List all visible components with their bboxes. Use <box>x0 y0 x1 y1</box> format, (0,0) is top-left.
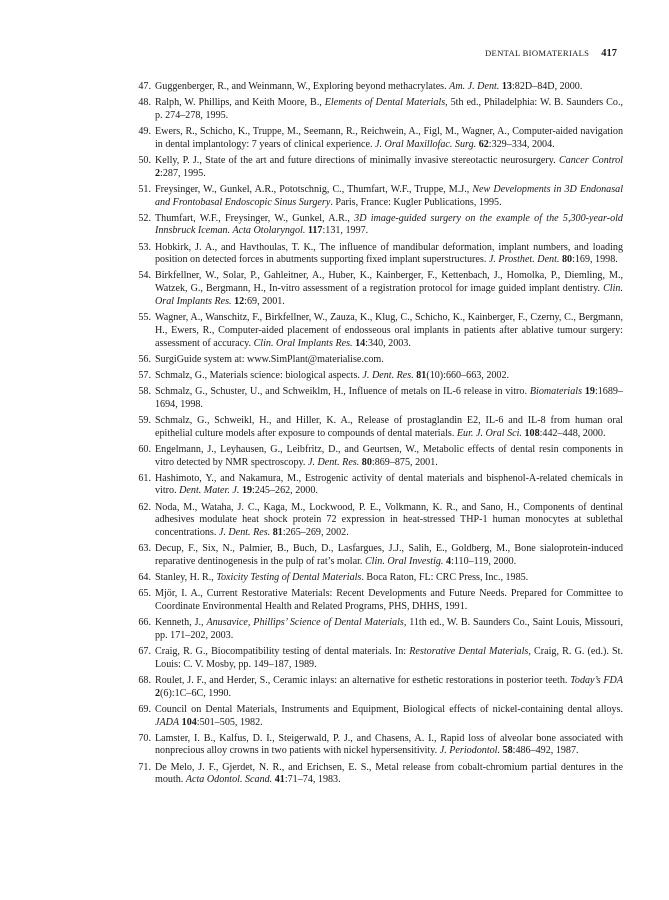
reference-number: 68 . <box>133 675 151 688</box>
reference-item <box>137 675 623 701</box>
reference-text: :287, 1995. <box>160 167 206 179</box>
reference-italic-text: Anusavice, Phillips’ Science of Dental Materials <box>206 617 404 629</box>
reference-text: :869–875, 2001. <box>371 456 438 468</box>
reference-volume: 81 <box>416 369 427 381</box>
reference-item <box>137 126 623 152</box>
reference-text: :1689–1694, 1998. <box>155 386 623 410</box>
reference-item <box>137 502 623 540</box>
running-head <box>485 48 617 59</box>
reference-italic-text: Dent. Mater. J. <box>179 485 240 497</box>
reference-number: 70 . <box>133 733 151 746</box>
reference-text: Ewers, R., Schicho, K., Truppe, M., Seemann, R., Reichwein, A., Figl, M., Wagner, A., Computer-aided navigation in dental implantology: 7 years of clinical experience. <box>155 125 623 150</box>
reference-item <box>137 646 623 672</box>
reference-number: 62 . <box>133 502 151 515</box>
reference-italic-text: 3D image-guided surgery on the example of the 5,300-year-old Innsbruck Iceman. Acta Otolaryngol. <box>155 212 623 237</box>
reference-italic-text: J. Oral Maxillofac. Surg. <box>375 138 477 150</box>
reference-italic-text: J. Dent. Res. <box>362 369 414 381</box>
reference-text: :265–269, 2002. <box>282 527 349 539</box>
reference-item <box>137 733 623 759</box>
reference-item <box>137 81 623 94</box>
reference-volume: 14 <box>355 337 366 349</box>
reference-text: :245–262, 2000. <box>252 485 318 497</box>
reference-text: Kenneth, J., <box>155 617 207 629</box>
reference-item <box>137 97 623 123</box>
reference-item <box>137 588 623 614</box>
reference-text: Guggenberger, R., and Weinmann, W., Exploring beyond methacrylates. <box>155 81 450 92</box>
reference-text: Roulet, J. F., and Herder, S., Ceramic inlays: an alternative for esthetic restorations in posterior teeth. <box>155 674 571 686</box>
reference-item <box>137 370 623 383</box>
reference-text: :486–492, 1987. <box>512 745 579 757</box>
reference-volume: 2 <box>155 687 161 699</box>
reference-item <box>137 572 623 585</box>
reference-number: 53 . <box>133 242 151 255</box>
reference-italic-text: Clin. Oral Implants Res. <box>253 337 353 349</box>
reference-text: Engelmann, J., Leyhausen, G., Leibfritz, D., and Geurtsen, W., Metabolic effects of dental resin components in vitro detected by NMR spectroscopy. <box>155 443 623 468</box>
reference-number: 58 . <box>133 386 151 399</box>
reference-number: 51 . <box>133 184 151 197</box>
reference-text: , 5th ed., Philadelphia: W. B. Saunders Co., p. 274–278, 1995. <box>155 97 623 121</box>
reference-text: Freysinger, W., Gunkel, A.R., Pototschnig, C., Thumfart, W.F., Truppe, M.J., <box>155 183 473 195</box>
reference-italic-text: New Developments in 3D Endonasal and Frontobasal Endoscopic Sinus Surgery <box>155 183 623 208</box>
reference-text: :82D–84D, 2000. <box>511 81 583 92</box>
reference-italic-text: Eur. J. Oral Sci. <box>456 427 522 439</box>
reference-item <box>137 704 623 730</box>
reference-number: 60 . <box>133 444 151 457</box>
reference-item <box>137 354 623 367</box>
reference-italic-text: Acta Odontol. Scand. <box>185 774 273 786</box>
reference-number: 54 . <box>133 270 151 283</box>
reference-volume: 41 <box>274 774 285 786</box>
reference-volume: 19 <box>584 386 595 397</box>
reference-number: 61 . <box>133 473 151 486</box>
reference-number: 63 . <box>133 543 151 556</box>
reference-item <box>137 762 623 788</box>
reference-text: :501–505, 1982. <box>196 716 263 728</box>
reference-list <box>137 81 623 790</box>
reference-volume: 108 <box>524 427 540 439</box>
reference-text: :69, 2001. <box>244 296 285 308</box>
reference-text: , Craig, R. G. (ed.). St. Louis: C. V. Mosby, pp. 149–187, 1989. <box>155 646 623 670</box>
reference-item <box>137 184 623 210</box>
reference-number: 66 . <box>133 617 151 630</box>
reference-volume: 62 <box>478 138 489 150</box>
reference-number: 71 . <box>133 762 151 775</box>
reference-text: :131, 1997. <box>322 225 369 237</box>
reference-volume: 4 <box>446 556 452 568</box>
reference-italic-text: Toxicity Testing of Dental Materials <box>216 572 362 584</box>
reference-text: Ralph, W. Phillips, and Keith Moore, B., <box>155 97 325 109</box>
reference-number: 50 . <box>133 155 151 168</box>
reference-number: 57 . <box>133 370 151 383</box>
reference-volume: 80 <box>361 456 372 468</box>
reference-number: 64 . <box>133 572 151 585</box>
reference-text: Hashimoto, Y., and Nakamura, M., Estrogenic activity of dental materials and bisphenol-A-related chemicals in vitro. <box>155 472 623 497</box>
reference-text: Craig, R. G., Biocompatibility testing of dental materials. In: <box>155 646 410 658</box>
reference-text: Schmalz, G., Schweikl, H., and Hiller, K. A., Release of prostaglandin E2, IL-6 and IL-8 from human oral epithelial culture models after exposure to compounds of dental materials. <box>155 414 623 439</box>
reference-number: 67 . <box>133 646 151 659</box>
reference-item <box>137 543 623 569</box>
reference-text: :110–119, 2000. <box>451 556 517 568</box>
reference-text: Schmalz, G., Materials science: biological aspects. <box>155 369 363 381</box>
reference-text: (6):1C–6C, 1990. <box>160 687 231 699</box>
reference-number: 69 . <box>133 704 151 717</box>
reference-volume: 12 <box>234 296 245 308</box>
reference-text: Hobkirk, J. A., and Havthoulas, T. K., The influence of mandibular deformation, implant numbers, and loading position on detected forces in abutments supporting fixed implant superstructures. <box>155 241 623 266</box>
reference-italic-text: Today’s FDA <box>570 674 623 686</box>
reference-text: Council on Dental Materials, Instruments and Equipment, Biological effects of nickel-containing dental alloys. <box>155 703 623 715</box>
reference-text: Schmalz, G., Schuster, U., and Schweiklm, H., Influence of metals on IL-6 release in vitro. <box>155 386 530 397</box>
reference-text: :169, 1998. <box>572 254 618 266</box>
reference-text: Lamster, I. B., Kalfus, D. I., Steigerwald, P. J., and Chasens, A. I., Rapid loss of alveolar bone associated with nonprecious alloy crowns in two patients with nickel hypersensitivity. <box>155 732 623 757</box>
reference-text: Wagner, A., Wanschitz, F., Birkfellner, W., Zauza, K., Klug, C., Schicho, K., Kainberger, F., Czerny, C., Bergmann, H., Ewers, R., Computer-aided placement of endosseous oral implants in patients after ablative tumour surgery: assessment of accuracy. <box>155 312 623 349</box>
reference-item <box>137 473 623 499</box>
reference-number: 56 . <box>133 354 151 367</box>
reference-item <box>137 312 623 350</box>
reference-text: Stanley, H. R., <box>155 572 217 584</box>
reference-text: :329–334, 2004. <box>488 138 555 150</box>
reference-item <box>137 386 623 412</box>
reference-number: 47 . <box>133 81 151 94</box>
reference-volume: 2 <box>155 167 161 179</box>
reference-italic-text: J. Dent. Res. <box>218 527 271 539</box>
reference-text: Noda, M., Wataha, J. C., Kaga, M., Lockwood, P. E., Volkmann, K. R., and Sano, H., Components of dentinal adhesives modulate heat shock protein 72 expression in heat-stressed THP-1 human monocytes at sublethal concentrations. <box>155 501 623 539</box>
reference-italic-text: Biomaterials <box>529 386 582 397</box>
reference-item <box>137 155 623 181</box>
reference-italic-text: Am. J. Dent. <box>449 81 500 92</box>
reference-italic-text: Elements of Dental Materials <box>324 97 446 109</box>
reference-item <box>137 270 623 308</box>
reference-number: 48 . <box>133 97 151 110</box>
reference-text: Decup, F., Six, N., Palmier, B., Buch, D., Lasfargues, J.J., Salih, E., Goldberg, M., Bone sialoprotein-induced reparative dentinogenesis in the pulp of rat’s molar. <box>155 543 623 568</box>
reference-volume: 81 <box>272 527 283 539</box>
reference-italic-text: J. Dent. Res. <box>307 456 360 468</box>
reference-number: 55 . <box>133 312 151 325</box>
page-number: 417 <box>601 48 617 59</box>
reference-volume: 80 <box>561 254 573 266</box>
reference-volume: 19 <box>241 485 253 497</box>
reference-number: 49 . <box>133 126 151 139</box>
reference-italic-text: Cancer Control <box>558 154 623 166</box>
reference-text: :340, 2003. <box>365 337 411 349</box>
reference-text: Birkfellner, W., Solar, P., Gahleitner, A., Huber, K., Kainberger, F., Kettenbach, J., Homolka, P., Diemling, M., Watzek, G., Bergmann, H., In-vitro assessment of a registration protocol for image guided implant dentistry. <box>155 270 623 295</box>
reference-text: (10):660–663, 2002. <box>426 369 510 381</box>
reference-italic-text: Restorative Dental Materials <box>409 646 529 658</box>
reference-volume: 104 <box>181 716 197 728</box>
reference-italic-text: JADA <box>155 716 180 728</box>
reference-number: 65 . <box>133 588 151 601</box>
reference-item <box>137 415 623 441</box>
reference-text: SurgiGuide system at: www.SimPlant@materialise.com. <box>155 353 384 365</box>
running-title: DENTAL BIOMATERIALS <box>485 48 590 58</box>
reference-volume: 58 <box>502 745 513 757</box>
reference-text: Thumfart, W.F., Freysinger, W., Gunkel, A.R., <box>155 212 355 224</box>
reference-text: :442–448, 2000. <box>539 427 606 439</box>
reference-italic-text: J. Prosthet. Dent. <box>488 254 560 266</box>
reference-text: . Paris, France: Kugler Publications, 1995. <box>330 196 502 208</box>
reference-item <box>137 242 623 268</box>
reference-number: 59 . <box>133 415 151 428</box>
reference-item <box>137 444 623 470</box>
reference-item <box>137 617 623 643</box>
reference-italic-text: J. Periodontol. <box>439 745 501 757</box>
reference-italic-text: Clin. Oral Implants Res. <box>155 283 623 308</box>
reference-text: De Melo, J. F., Gjerdet, N. R., and Erichsen, E. S., Metal release from cobalt-chromium partial dentures in the mouth. <box>155 761 623 786</box>
reference-item <box>137 213 623 239</box>
reference-text: . Boca Raton, FL: CRC Press, Inc., 1985. <box>361 572 529 584</box>
reference-text: , 11th ed., W. B. Saunders Co., Saint Louis, Missouri, pp. 171–202, 2003. <box>155 617 623 641</box>
reference-text: Kelly, P. J., State of the art and future directions of minimally invasive stereotactic neurosurgery. <box>155 154 559 166</box>
reference-volume: 13 <box>501 81 512 92</box>
reference-italic-text: Clin. Oral Investig. <box>364 556 444 568</box>
reference-text: Mjör, I. A., Current Restorative Materials: Recent Developments and Future Needs. Prepared for Committee to Coordinate Environmental Health and Related Programs, PHS, DHHS, 1991. <box>155 588 623 613</box>
reference-number: 52 . <box>133 213 151 226</box>
reference-volume: 117 <box>307 225 323 237</box>
reference-text: :71–74, 1983. <box>284 774 341 786</box>
